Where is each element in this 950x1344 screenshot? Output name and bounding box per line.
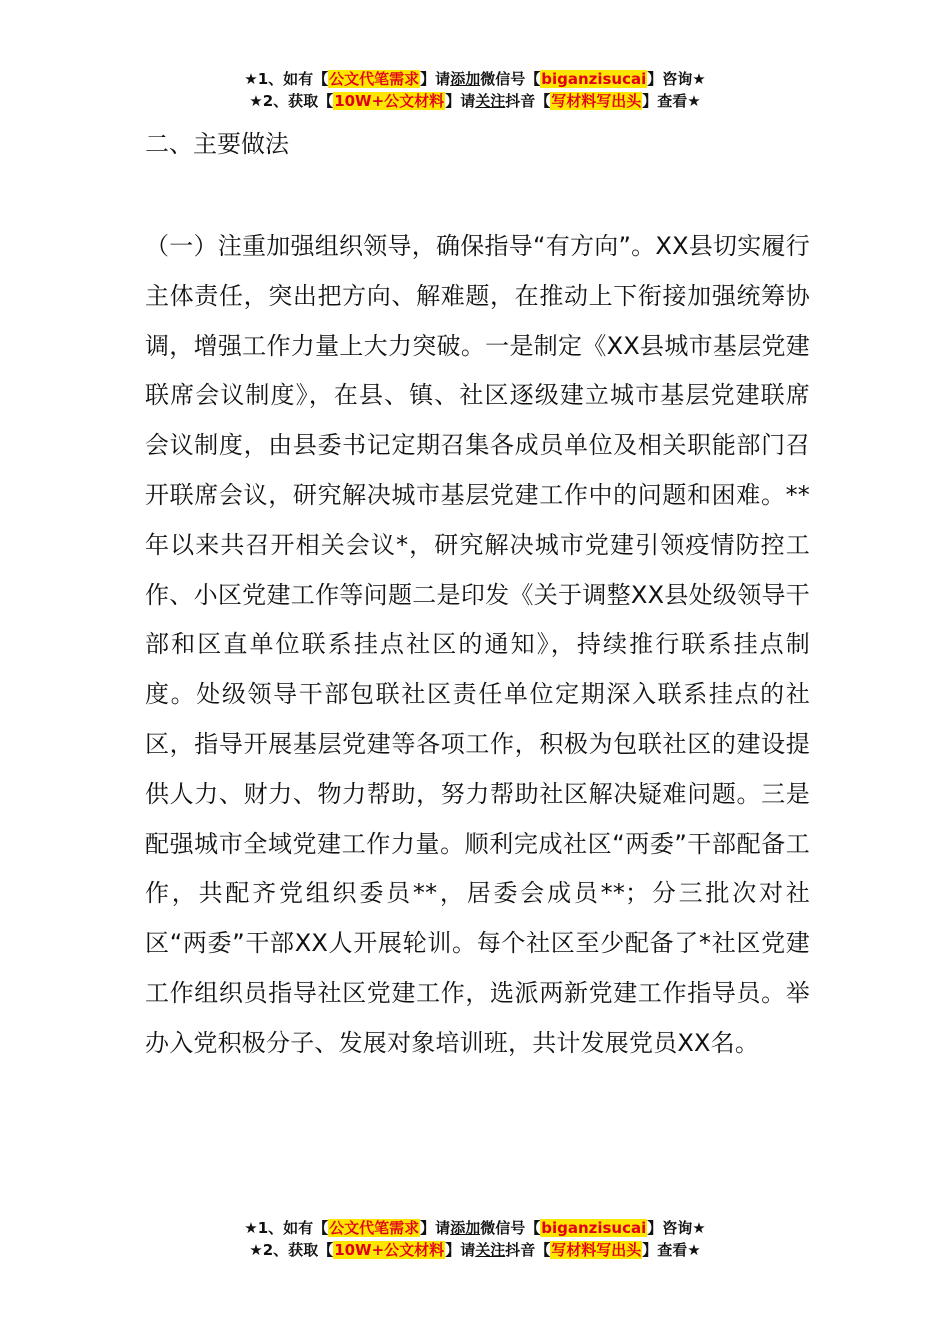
banner-highlight-douyin: 写材料写出头 [551, 1241, 642, 1259]
banner-highlight-douyin: 写材料写出头 [551, 92, 642, 110]
banner-line-2-prefix: ★2、获取【 [249, 1241, 334, 1259]
banner-line-2-middle-a: 】请 [445, 1241, 476, 1259]
banner-line-2 [0, 90, 950, 112]
banner-line-1 [0, 1217, 950, 1239]
banner-line-1-middle-b: 微信号【 [480, 1219, 541, 1237]
banner-line-1-middle-a: 】请 [420, 70, 451, 88]
banner-underlined-follow: 关注 [475, 92, 506, 110]
banner-highlight-ghostwriting: 公文代笔需求 [329, 1219, 420, 1237]
banner-line-2-prefix: ★2、获取【 [249, 92, 334, 110]
banner-highlight-wechat-id: biganzisucai [541, 1219, 647, 1237]
bottom-banner [0, 1217, 950, 1261]
top-banner [0, 68, 950, 112]
banner-underlined-add: 添加 [450, 1219, 481, 1237]
banner-line-2-suffix: 】查看★ [642, 92, 701, 110]
body-paragraph: （一）注重加强组织领导，确保指导“有方向”。XX县切实履行主体责任，突出把方向、解难题，在推动上下衔接加强统筹协调，增强工作力量上大力突破。一是制定《XX县城市基层党建联席会议制度》，在县、镇、社区逐级建立城市基层党建联席会议制度，由县委书记定期召集各成员单位及相关职能部门召开联席会议，研究解决城市基层党建工作中的问题和困难。**年以来共召开相关会议*，研究解决城市党建引领疫情防控工作、小区党建工作等问题二是印发《关于调整XX县处级领导干部和区直单位联系挂点社区的通知》，持续推行联系挂点制度。处级领导干部包联社区责任单位定期深入联系挂点的社区，指导开展基层党建等各项工作，积极为包联社区的建设提供人力、财力、物力帮助，努力帮助社区解决疑难问题。三是配强城市全域党建工作力量。顺利完成社区“两委”干部配备工作，共配齐党组织委员**，居委会成员**；分三批次对社区“两委”干部XX人开展轮训。每个社区至少配备了*社区党建工作组织员指导社区党建工作，选派两新党建工作指导员。举办入党积极分子、发展对象培训班，共计发展党员XX名。 [145, 232, 810, 1057]
section-heading: 二、主要做法 [145, 130, 289, 158]
banner-line-1-middle-b: 微信号【 [480, 70, 541, 88]
banner-line-2-middle-b: 抖音【 [505, 92, 551, 110]
banner-line-2-middle-b: 抖音【 [505, 1241, 551, 1259]
banner-underlined-follow: 关注 [475, 1241, 506, 1259]
banner-line-2-suffix: 】查看★ [642, 1241, 701, 1259]
banner-line-2-middle-a: 】请 [445, 92, 476, 110]
banner-line-1-prefix: ★1、如有【 [244, 1219, 329, 1237]
banner-line-1 [0, 68, 950, 90]
banner-highlight-ghostwriting: 公文代笔需求 [329, 70, 420, 88]
banner-highlight-wechat-id: biganzisucai [541, 70, 647, 88]
banner-line-1-suffix: 】咨询★ [647, 1219, 706, 1237]
banner-line-1-prefix: ★1、如有【 [244, 70, 329, 88]
banner-highlight-materials: 10W+公文材料 [334, 92, 445, 110]
banner-line-2 [0, 1239, 950, 1261]
banner-underlined-add: 添加 [450, 70, 481, 88]
banner-line-1-suffix: 】咨询★ [647, 70, 706, 88]
banner-line-1-middle-a: 】请 [420, 1219, 451, 1237]
banner-highlight-materials: 10W+公文材料 [334, 1241, 445, 1259]
